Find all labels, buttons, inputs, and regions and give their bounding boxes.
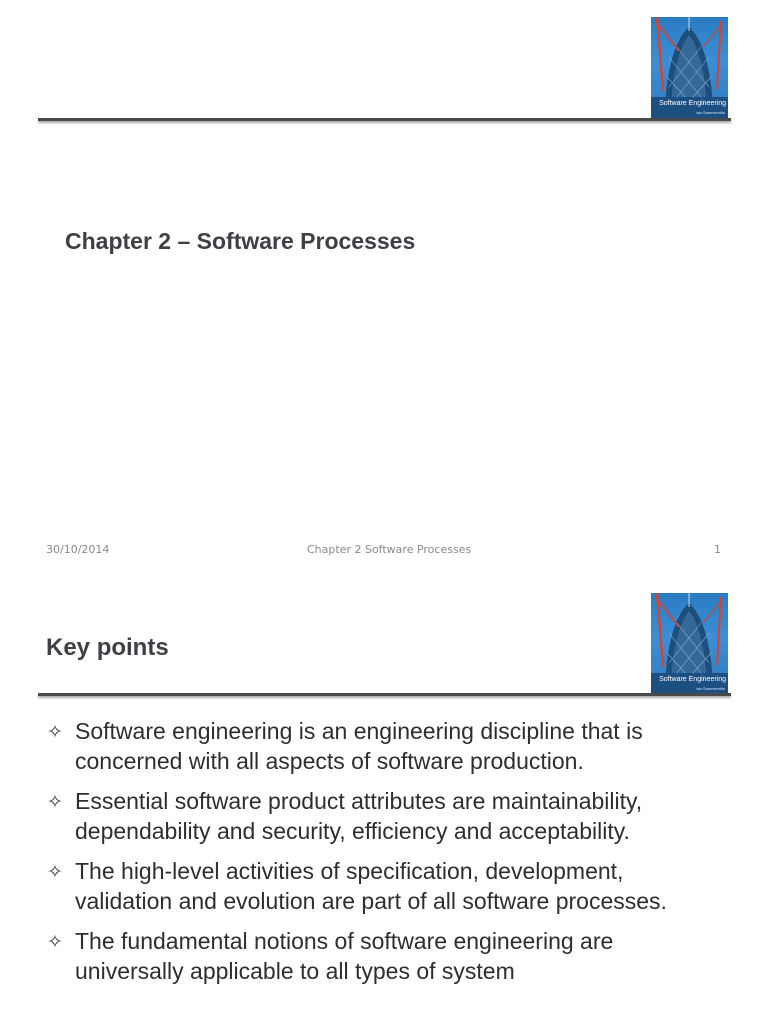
list-item (46, 856, 726, 916)
list-item (46, 926, 726, 986)
slide-2 (0, 576, 768, 1024)
header-rule (38, 693, 731, 696)
footer-title: Chapter 2 Software Processes (307, 543, 472, 556)
list-item (46, 786, 726, 846)
header-rule (38, 118, 731, 121)
cover-author: ian Sommerville (696, 686, 725, 691)
bullet-text: Software engineering is an engineering discipline that is concerned with all aspects of software production. (75, 718, 643, 774)
cover-title: Software Engineering (659, 676, 726, 683)
four-pointed-star-icon: ✧ (47, 931, 63, 953)
list-item (46, 716, 726, 776)
bullet-text: The fundamental notions of software engineering are universally applicable to all types of system (75, 928, 614, 984)
footer-date: 30/10/2014 (46, 543, 110, 556)
four-pointed-star-icon: ✧ (47, 861, 63, 883)
book-cover-image (651, 593, 728, 695)
four-pointed-star-icon: ✧ (47, 721, 63, 743)
chapter-title: Chapter 2 – Software Processes (65, 228, 416, 254)
footer-page-number: 1 (714, 543, 721, 556)
slide-title: Key points (46, 634, 169, 661)
cover-title: Software Engineering (659, 100, 726, 107)
cover-author: ian Sommerville (696, 110, 725, 115)
book-cover-image (651, 17, 728, 119)
bullet-text: The high-level activities of specification, development, validation and evolution are part of all software processes. (75, 858, 667, 914)
bullet-text: Essential software product attributes are maintainability, dependability and security, efficiency and acceptability. (75, 788, 643, 844)
four-pointed-star-icon: ✧ (47, 791, 63, 813)
key-points-list (46, 716, 726, 996)
